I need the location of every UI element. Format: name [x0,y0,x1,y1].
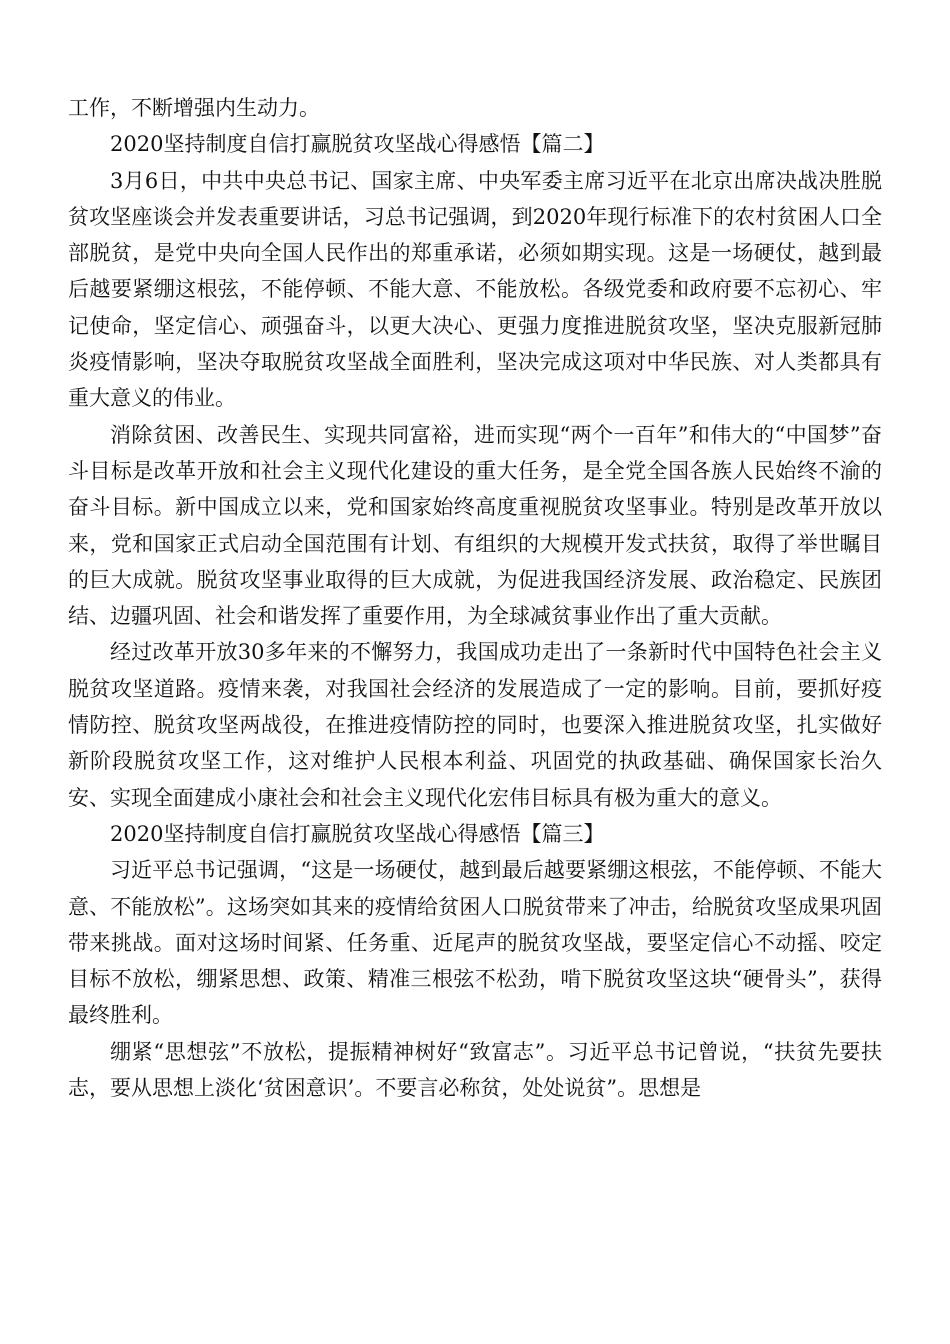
paragraph: 习近平总书记强调，“这是一场硬仗，越到最后越要紧绷这根弦，不能停顿、不能大意、不能放松”。这场突如其来的疫情给贫困人口脱贫带来了冲击，给脱贫攻坚成果巩固带来挑战。面对这场时间紧、任务重、近尾声的脱贫攻坚战，要坚定信心不动摇、咬定目标不放松，绷紧思想、政策、精准三根弦不松劲，啃下脱贫攻坚这块“硬骨头”，获得最终胜利。 [68,858,882,1028]
paragraph: 消除贫困、改善民生、实现共同富裕，进而实现“两个一百年”和伟大的“中国梦”奋斗目标是改革开放和社会主义现代化建设的重大任务，是全党全国各族人民始终不渝的奋斗目标。新中国成立以来，党和国家始终高度重视脱贫攻坚事业。特别是改革开放以来，党和国家正式启动全国范围有计划、有组织的大规模开发式扶贫，取得了举世瞩目的巨大成就。脱贫攻坚事业取得的巨大成就，为促进我国经济发展、政治稳定、民族团结、边疆巩固、社会和谐发挥了重要作用，为全球减贫事业作出了重大贡献。 [68,422,882,629]
paragraph: 3月6日，中共中央总书记、国家主席、中央军委主席习近平在北京出席决战决胜脱贫攻坚座谈会并发表重要讲话，习总书记强调，到2020年现行标准下的农村贫困人口全部脱贫，是党中央向全国人民作出的郑重承诺，必须如期实现。这是一场硬仗，越到最后越要紧绷这根弦，不能停顿、不能大意、不能放松。各级党委和政府要不忘初心、牢记使命，坚定信心、顽强奋斗，以更大决心、更强力度推进脱贫攻坚，坚决克服新冠肺炎疫情影响，坚决夺取脱贫攻坚战全面胜利，坚决完成这项对中华民族、对人类都具有重大意义的伟业。 [68,168,882,411]
document-body [68,90,882,1106]
section-heading-part-three: 2020坚持制度自信打赢脱贫攻坚战心得感悟【篇三】 [110,821,605,846]
paragraph: 绷紧“思想弦”不放松，提振精神树好“致富志”。习近平总书记曾说，“扶贫先要扶志，要从思想上淡化‘贫困意识’。不要言必称贫，处处说贫”。思想是 [68,1039,882,1101]
paragraph-continuation: 工作，不断增强内生动力。 [68,96,320,120]
section-heading-part-two: 2020坚持制度自信打赢脱贫攻坚战心得感悟【篇二】 [110,132,605,157]
paragraph: 经过改革开放30多年来的不懈努力，我国成功走出了一条新时代中国特色社会主义脱贫攻坚道路。疫情来袭，对我国社会经济的发展造成了一定的影响。目前，要抓好疫情防控、脱贫攻坚两战役，在推进疫情防控的同时，也要深入推进脱贫攻坚，扎实做好新阶段脱贫攻坚工作，这对维护人民根本利益、巩固党的执政基础、确保国家长治久安、实现全面建成小康社会和社会主义现代化宏伟目标具有极为重大的意义。 [68,640,882,810]
